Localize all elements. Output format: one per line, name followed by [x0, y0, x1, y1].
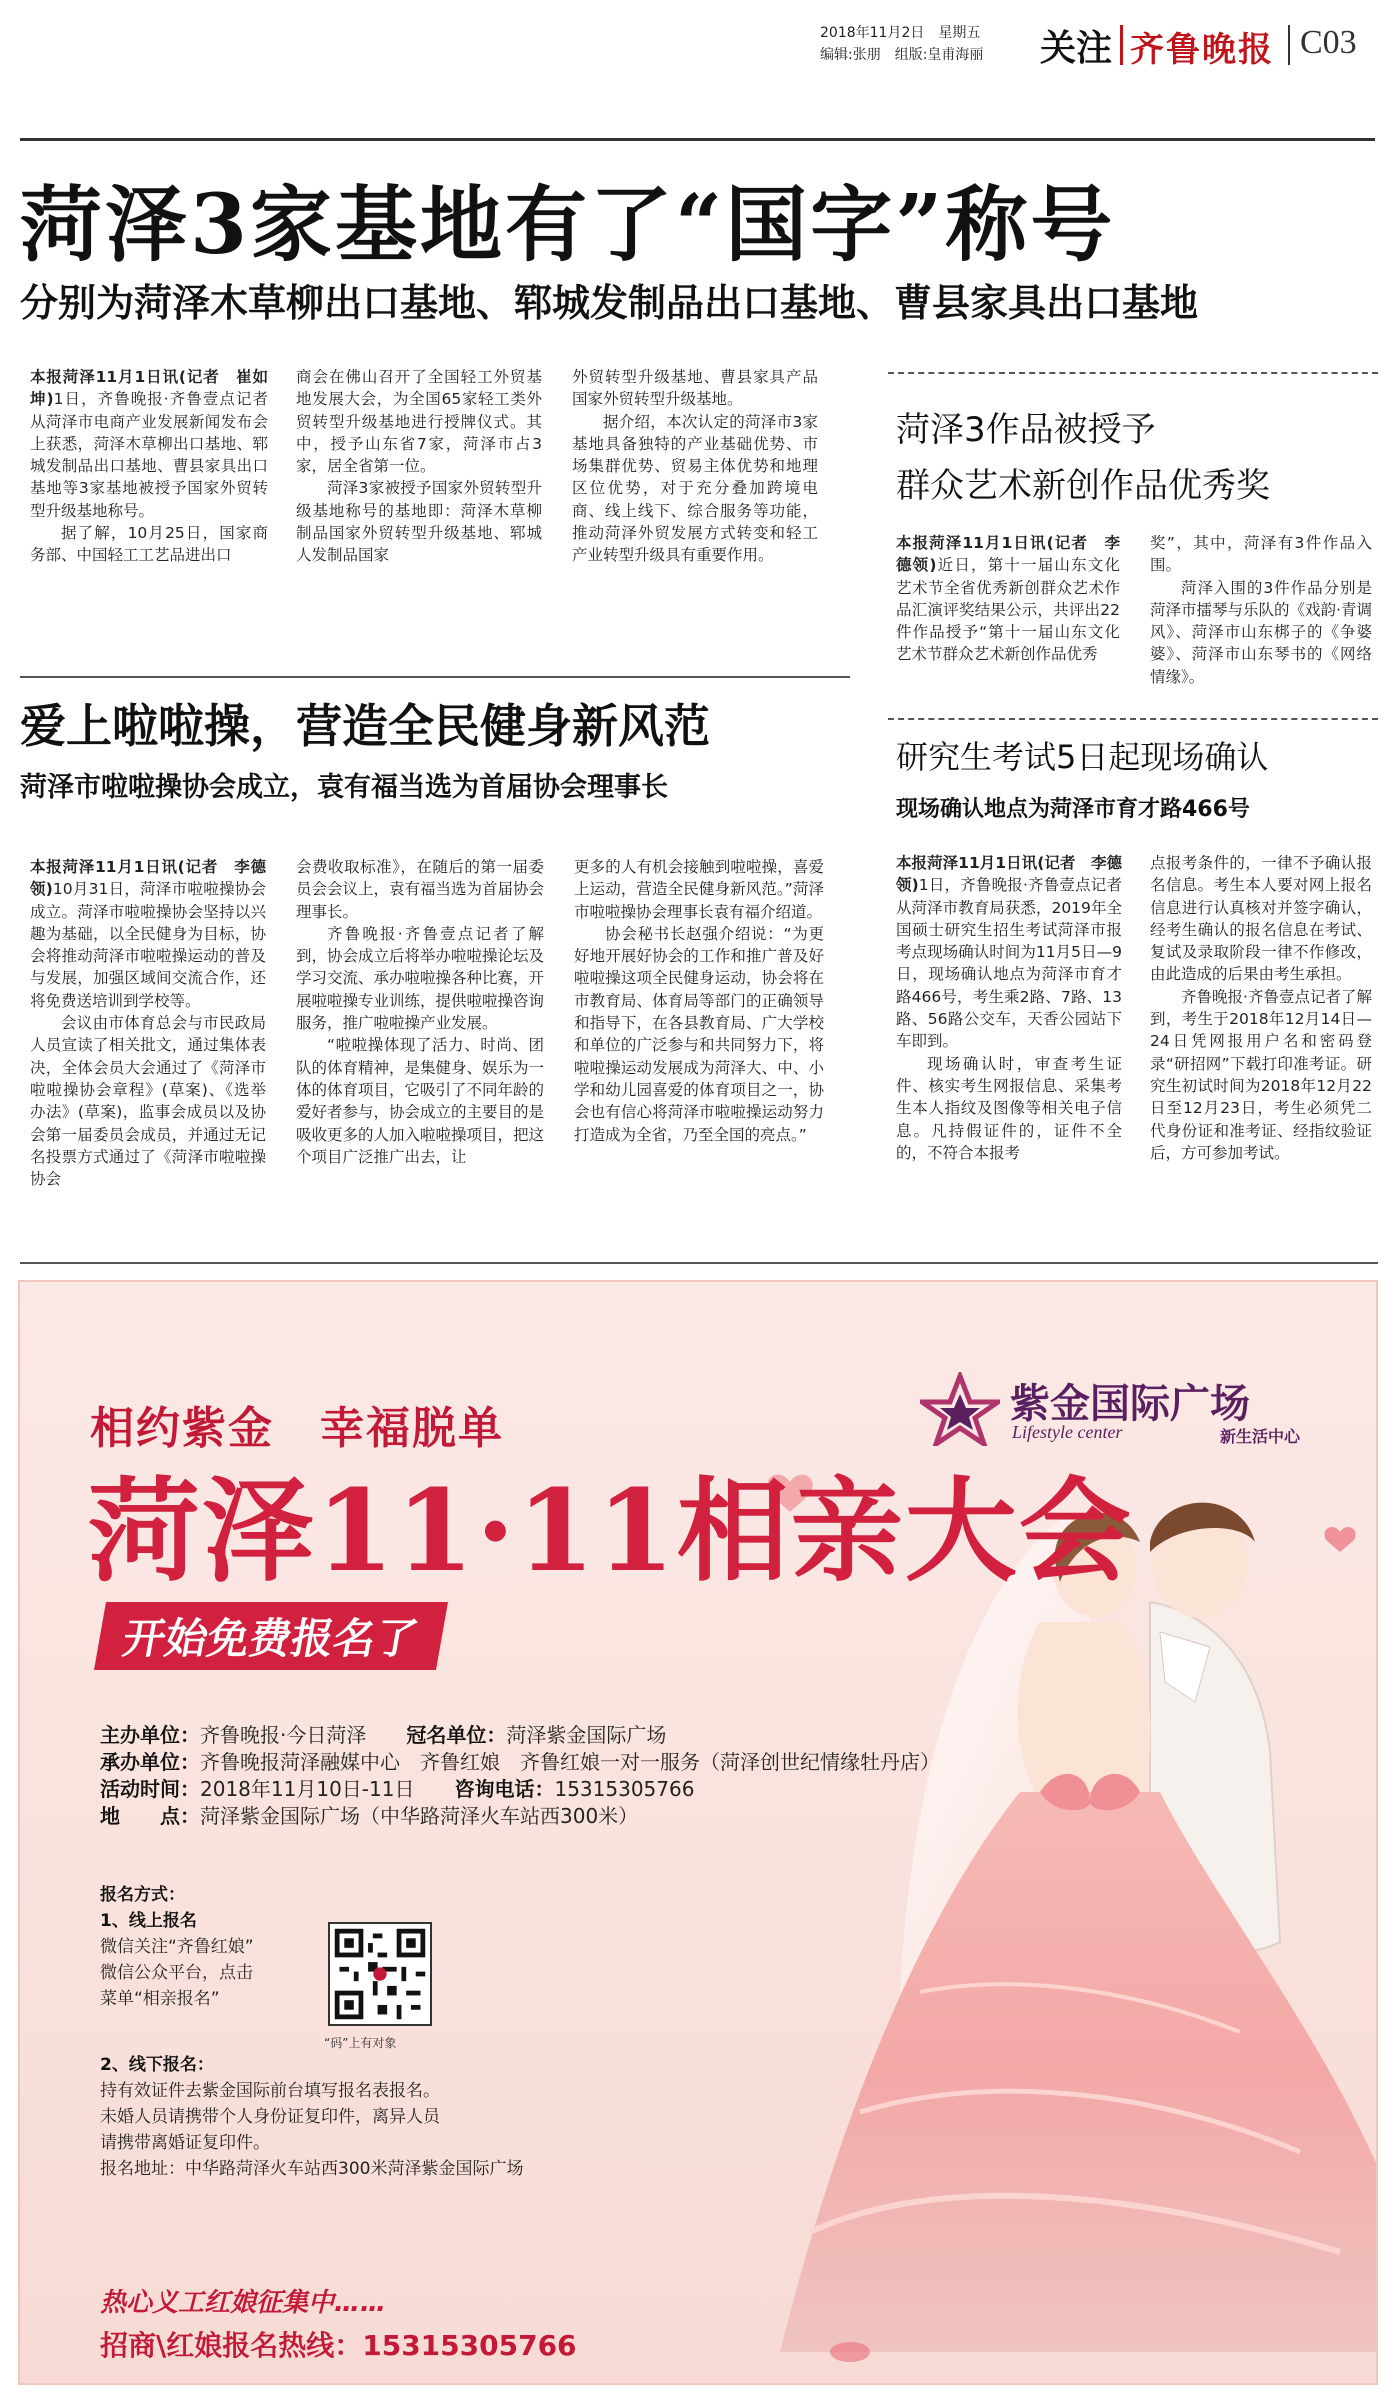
zijin-logo-tagline: 新生活中心 [1220, 1427, 1301, 1446]
ad-info-row [100, 1776, 940, 1803]
story1-col2 [296, 366, 542, 567]
info-value: 齐鲁晚报·今日菏泽 [200, 1723, 367, 1747]
story2-headline-line1: 菏泽3作品被授予 [896, 410, 1156, 450]
paper-name: 齐鲁晚报 [1130, 30, 1274, 70]
story4-paragraph: 现场确认时，审查考生证件、核实考生网报信息、采集考生本人指纹及图像等相关电子信息。凡持假证件的，证件不全的，不符合本报考 [896, 1054, 1122, 1162]
story1-lead: 本报菏泽11月1日讯(记者 崔如坤) [30, 368, 268, 409]
masthead [0, 0, 1395, 80]
story4-col2 [1150, 852, 1372, 1164]
ad-banner: 开始免费报名了 [94, 1602, 448, 1670]
info-key: 地 点： [100, 1804, 200, 1828]
story3-subhead: 菏泽市啦啦操协会成立，袁有福当选为首届协会理事长 [20, 772, 668, 803]
date-line: 2018年11月2日 星期五 [820, 25, 981, 41]
story1-col3 [572, 366, 818, 567]
reg-offline-line: 未婚人员请携带个人身份证复印件，离异人员 [100, 2107, 440, 2127]
info-value: 菏泽紫金国际广场（中华路菏泽火车站西300米） [200, 1804, 639, 1828]
ad-hotline: 招商\红娘报名热线：15315305766 [100, 2329, 577, 2362]
story4-top-rule [888, 718, 1378, 720]
reg-online-line: 菜单“相亲报名” [100, 1989, 220, 2009]
story1-paragraph: 外贸转型升级基地、曹县家具产品国家外贸转型升级基地。 [572, 368, 818, 409]
story1-headline: 菏泽3家基地有了“国字”称号 [20, 177, 1116, 273]
story2-col2 [1150, 532, 1372, 688]
zijin-logo-name: 紫金国际广场 [1010, 1381, 1250, 1427]
story4-subhead: 现场确认地点为菏泽市育才路466号 [896, 797, 1250, 822]
masthead-rule [20, 138, 1375, 141]
story3-paragraph: 更多的人有机会接触到啦啦操，喜爱上运动，营造全民健身新风范。”菏泽市啦啦操协会理事长袁有福介绍道。 [574, 858, 824, 921]
story4-paragraph: 齐鲁晚报·齐鲁壹点记者了解到，考生于2018年12月14日—24日凭网报用户名和密码登录“研招网”下载打印准考证。研究生初试时间为2018年12月22日至12月23日，考生必须凭二代身份证和准考证、经指纹验证后，方可参加考试。 [1150, 987, 1372, 1162]
ad-registration [100, 1882, 523, 2182]
info-value: 齐鲁晚报菏泽融媒中心 齐鲁红娘 齐鲁红娘一对一服务（菏泽创世纪情缘牡丹店） [200, 1750, 940, 1774]
ad-title: 菏泽11·11相亲大会 [88, 1466, 1133, 1597]
story4-paragraph: 点报考条件的，一律不予确认报名信息。考生本人要对网上报名信息进行认真核对并签字确认，经考生确认的报名信息在考试、复试及录取阶段一律不作修改，由此造成的后果由考生承担。 [1150, 854, 1372, 984]
story1-paragraph: 商会在佛山召开了全国轻工外贸基地发展大会，为全国65家轻工类外贸转型升级基地进行授牌仪式。其中，授予山东省7家，菏泽市占3家，居全省第一位。 [296, 368, 542, 476]
zijin-logo-icon [920, 1372, 1000, 1446]
masthead-meta [820, 22, 983, 66]
story2-lead: 本报菏泽11月1日讯(记者 李德领) [896, 534, 1120, 575]
info-key: 咨询电话： [454, 1777, 555, 1801]
masthead-divider [1120, 25, 1123, 65]
story4-col1 [896, 852, 1122, 1164]
story3-col1 [30, 856, 266, 1190]
matchmaking-ad [18, 1280, 1378, 2385]
reg-online-line: 微信公众平台，点击 [100, 1963, 253, 1983]
bride-groom-illustration [740, 1472, 1378, 2385]
story3-paragraph: 会议由市体育总会与市民政局人员宣读了相关批文，通过集体表决，全体会员大会通过了《菏泽市啦啦操协会章程》(草案)、《选举办法》(草案)，监事会成员以及协会第一届委员会成员，并通过无记名投票方式通过了《菏泽市啦啦操协会 [30, 1014, 266, 1189]
story2-paragraph: 近日，第十一届山东文化艺术节全省优秀新创群众艺术作品汇演评奖结果公示，共评出22件作品授予“第十一届山东文化艺术节群众艺术新创作品优秀 [896, 556, 1120, 664]
ad-volunteer: 热心义工红娘征集中…… [100, 2288, 387, 2318]
story3-top-rule [20, 676, 850, 678]
reg-offline-line: 请携带离婚证复印件。 [100, 2133, 270, 2153]
qr-caption: “码”上有对象 [324, 2036, 397, 2050]
story3-paragraph: 会费收取标准》，在随后的第一届委员会会议上，袁有福当选为首届协会理事长。 [296, 858, 545, 921]
story3-col3 [574, 856, 824, 1146]
story3-paragraph: 10月31日，菏泽市啦啦操协会成立。菏泽市啦啦操协会坚持以兴趣为基础，以全民健身为目标，协会将推动菏泽市啦啦操运动的普及与发展，加强区域间交流合作，还将免费送培训到学校等。 [30, 880, 266, 1010]
story3-paragraph: 协会秘书长赵强介绍说：“为更好地开展好协会的工作和推广普及好啦啦操这项全民健身运动，协会将在市教育局、体育局等部门的正确领导和指导下，在各县教育局、广大学校和单位的广泛参与和共同努力下，将啦啦操运动发展成为菏泽大、中、小学和幼儿园喜爱的体育项目之一，协会也有信心将菏泽市啦啦操运动努力打造成为全省，乃至全国的亮点。” [574, 924, 824, 1144]
story1-paragraph: 据了解，10月25日，国家商务部、中国轻工工艺品进出口 [30, 524, 268, 565]
reg-offline-title: 2、线下报名： [100, 2055, 214, 2075]
masthead-divider [1288, 25, 1290, 65]
ad-info-row [100, 1803, 940, 1830]
page-number: C03 [1300, 24, 1357, 61]
story3-col2 [296, 856, 544, 1168]
info-value: 15315305766 [554, 1777, 695, 1801]
story1-paragraph: 菏泽3家被授予国家外贸转型升级基地称号的基地即：菏泽木草柳制品国家外贸转型升级基地、郓城人发制品国家 [296, 479, 542, 565]
reg-title: 报名方式： [100, 1885, 185, 1905]
info-value: 2018年11月10日-11日 [200, 1777, 415, 1801]
story2-col1 [896, 532, 1120, 666]
reg-offline-line: 持有效证件去紫金国际前台填写报名表报名。 [100, 2081, 440, 2101]
story3-headline: 爱上啦啦操，营造全民健身新风范 [20, 699, 710, 753]
story4-lead: 本报菏泽11月1日讯(记者 李德领) [896, 854, 1122, 895]
qr-code-icon[interactable] [328, 1922, 432, 2026]
story4-headline: 研究生考试5日起现场确认 [896, 738, 1269, 776]
info-key: 主办单位： [100, 1723, 200, 1747]
story3-paragraph: 齐鲁晚报·齐鲁壹点记者了解到，协会成立后将举办啦啦操论坛及学习交流、承办啦啦操各种比赛，开展啦啦操专业训练，提供啦啦操咨询服务，推广啦啦操产业发展。 [296, 924, 545, 1033]
story2-paragraph: 菏泽入围的3件作品分别是菏泽市擂琴与乐队的《戏韵·青调风》、菏泽市山东梆子的《争婆婆》、菏泽市山东琴书的《网络情缘》。 [1150, 578, 1372, 686]
section-name: 关注 [1040, 28, 1113, 69]
reg-offline-line: 报名地址：中华路菏泽火车站西300米菏泽紫金国际广场 [100, 2159, 524, 2179]
story1-col1 [30, 366, 268, 567]
story2-paragraph: 奖”，其中，菏泽有3件作品入围。 [1150, 534, 1372, 575]
reg-online-title: 1、线上报名 [100, 1911, 197, 1931]
info-key: 活动时间： [100, 1777, 200, 1801]
story2-headline-line2: 群众艺术新创作品优秀奖 [896, 466, 1270, 506]
story1-paragraph: 据介绍，本次认定的菏泽市3家基地具备独特的产业基础优势、市场集群优势、贸易主体优势和地理区位优势，对于充分叠加跨境电商、线上线下、综合服务等功能，推动菏泽外贸发展方式转变和轻工产业转型升级具有重要作用。 [572, 412, 818, 565]
ad-slogan: 相约紫金 幸福脱单 [90, 1403, 504, 1454]
story3-paragraph: “啦啦操体现了活力、时尚、团队的体育精神，是集健身、娱乐为一体的体育项目，它吸引了不同年龄的爱好者参与，协会成立的主要目的是吸收更多的人加入啦啦操项目，把这个项目广泛推广出去，让 [296, 1036, 545, 1166]
info-key: 冠名单位： [406, 1723, 507, 1747]
story2-top-rule [888, 372, 1378, 374]
zijin-logo [920, 1372, 1340, 1452]
ad-top-rule [20, 1262, 1378, 1264]
reg-online-line: 微信关注“齐鲁红娘” [100, 1937, 254, 1957]
story1-subhead: 分别为菏泽木草柳出口基地、郓城发制品出口基地、曹县家具出口基地 [20, 281, 1199, 325]
story1-paragraph: 1日，齐鲁晚报·齐鲁壹点记者从菏泽市电商产业发展新闻发布会上获悉，菏泽木草柳出口基地、郓城发制品出口基地、曹县家具出口基地等3家基地被授予国家外贸转型升级基地称号。 [30, 390, 268, 520]
ad-info-row [100, 1749, 940, 1776]
ad-info-block [100, 1722, 940, 1830]
story3-lead: 本报菏泽11月1日讯(记者 李德领) [30, 858, 266, 899]
info-key: 承办单位： [100, 1750, 200, 1774]
ad-info-row [100, 1722, 940, 1749]
zijin-logo-english: Lifestyle center [1012, 1422, 1123, 1442]
editor-line: 编辑:张朋 组版:皇甫海丽 [820, 47, 984, 63]
info-value: 菏泽紫金国际广场 [506, 1723, 667, 1747]
story4-paragraph: 1日，齐鲁晚报·齐鲁壹点记者从菏泽市教育局获悉，2019年全国硕士研究生招生考试菏泽市报考点现场确认时间为11月5日—9日，现场确认地点为菏泽市育才路466号，考生乘2路、7路、13路、56路公交车，天香公园站下车即到。 [896, 876, 1122, 1051]
